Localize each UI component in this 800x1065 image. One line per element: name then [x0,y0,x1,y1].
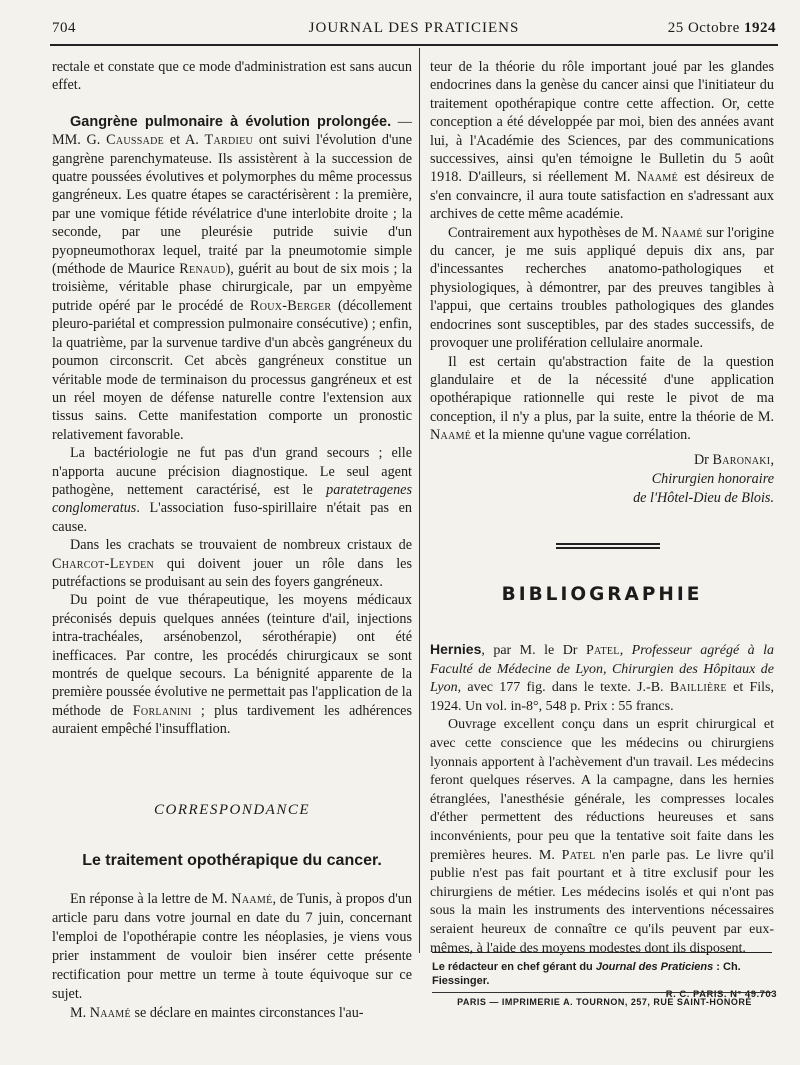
book-reference: Hernies, par M. le Dr Patel, Professeur agrégé à la Faculté de Médecine de Lyon, Chirurgien des Hôpitaux de Lyon, avec 177 fig. dans le texte. J.-B. Baillière et Fils, 1924. Un vol. in-8°, 548 p. Prix : 55 francs. [430,641,774,714]
footer-rule-2 [432,992,772,993]
bibliographie-heading: BIBLIOGRAPHIE [501,584,703,605]
letter-paragraph-1: En réponse à la lettre de M. Naamé, de Tunis, à propos d'un article paru dans votre journal en date du 7 juin, concernant l'emploi de l'opothérapie contre les néoplasies, je viens vous prier instamment de vouloir bien insérer cette présente rectification pour mettre un terme à toute équivoque sur ce sujet. [52,891,412,1002]
footer-rule [432,952,772,953]
gangrene-title: Gangrène pulmonaire à évolution prolongée. [70,113,392,130]
letter-paragraph-4: Il est certain qu'abstraction faite de la question glandulaire et de la nécessité d'une application opothérapique rationnelle qui reste le pivot de ma conception, il n'y a plus, par la suite, entre la théorie de M. Naamé et la mienne qu'une vague corrélation. [430,353,774,444]
letter-paragraph-2: M. Naamé se déclare en maintes circonstances l'au- [70,1005,364,1021]
printer-line: PARIS — IMPRIMERIE A. TOURNON, 257, RUE SAINT-HONORÉ [457,997,752,1007]
running-header [52,14,776,40]
section-ornament [556,543,660,553]
journal-title: JOURNAL DES PRATICIENS [308,20,520,36]
correspondance-body [52,890,412,1023]
correspondance-title: Le traitement opothérapique du cancer. [82,852,382,869]
issue-date: 25 Octobre 1924 [667,20,776,36]
page-number: 704 [52,20,76,36]
crachats-paragraph: Dans les crachats se trouvaient de nombreux cristaux de Charcot-Leyden qui doivent jouer un rôle dans les putréfactions se produisant au sein des foyers gangréneux. [52,537,412,590]
header-rule [50,44,778,46]
right-column [430,58,774,508]
correspondance-heading: CORRESPONDANCE [154,802,310,818]
registration-number: R. C. PARIS. N° 49.703 [665,989,777,1000]
signature: Dr Baronaki, Chirurgien honoraire de l'Hôtel-Dieu de Blois. [633,451,774,506]
gangrene-paragraph: Gangrène pulmonaire à évolution prolongée. — MM. G. Caussade et A. Tardieu ont suivi l'évolution d'une gangrène parenchymateuse. Ils assistèrent à la succession de quatre poussées évolutives et polymorphes du même processus gangréneux. Les quatre étapes se caractérisèrent : la première, par une vomique fétide révélatrice d'une interlobite droite ; la seconde, par une pleurésie putride suivie d'un pyopneumothorax lequel, traité par la pneumotomie simple (méthode de Maurice Renaud), guérit au bout de six mois ; la troisième, véritable phase chirurgicale, par un empyème putride opéré par le procédé de Roux-Berger (décollement pleuro-pariétal et compression pulmonaire consécutive) ; enfin, la quatrième, par la survenue tardive d'un abcès gangréneux du poumon circonscrit. Cet abcès gangréneux constitue un véritable mode de terminaison du processus gangréneux et est un réel moyen de défense naturelle contre l'extension aux tissus sains. Cette manifestation comporte un pronostic relativement favorable. [52,113,413,443]
letter-continuation: teur de la théorie du rôle important joué par les glandes endocrines dans la genèse du cancer ainsi que l'initiateur du traitement opothérapique contre cette affection. Or, cette conception a été développée par moi, bien des années avant lui, à l'Académie des Sciences, par des communications successives, ainsi qu'en témoigne le Bulletin du 5 août 1918. D'ailleurs, si réellement M. Naamé est désireux de s'en convaincre, il aura toute satisfaction en s'adressant aux archives de cette même académie. [430,59,774,223]
editor-line: Le rédacteur en chef gérant du Journal des Praticiens : Ch. Fiessinger. R. C. PARIS. N° 49.703 [432,961,777,1000]
bibliography-body [430,640,774,958]
therapy-paragraph: Du point de vue thérapeutique, les moyens médicaux préconisés depuis quelques années (teinture d'ail, injections intra-trachéales, arsénobenzol, sérothérapie) ont été inefficaces. Par contre, les procédés chirurgicaux se sont montrés de quelque secours. La bénignité apparente de la première poussée évolutive ne permettait pas l'application de la méthode de Forlanini ; plus tardivement les adhérences auraient empêché l'insufflation. [52,592,412,738]
column-separator [419,48,420,953]
intro-paragraph: rectale et constate que ce mode d'administration est sans aucun effet. [52,59,412,94]
left-column [52,58,412,739]
book-review: Ouvrage excellent conçu dans un esprit chirurgical et avec cette conscience que les médecins ou chirurgiens lyonnais apportent à l'achèvement d'un travail. Les médecins feront quelques réserves. A la campagne, dans les hernies étranglées, l'anesthésie générale, les compresses locales d'éther permettent des réductions heureuses et sans inconvénients, pour peu que la tentative soit faite dans les premières heures. M. Patel n'en parle pas. Le livre qu'il publie n'est pas fait pourtant et à titre exclusif pour les chirurgiens de métier. Les médecins isolés et qui n'ont pas sous la main les instruments des interventions nécessaires seraient heureux de connaître ce qu'ils peuvent par eux-mêmes, à l'aide des moyens modestes dont ils disposent. [430,717,774,956]
letter-paragraph-3: Contrairement aux hypothèses de M. Naamé sur l'origine du cancer, je me suis appliqué depuis dix ans, par d'incessantes recherches anatomo-pathologiques et physiologiques, à démontrer, par des preuves tangibles à l'appui, que certains troubles pathologiques des glandes endocrines sont susceptibles, par des stades successifs, de provoquer une prolifération cellulaire anormale. [430,224,775,352]
bacteriology-paragraph: La bactériologie ne fut pas d'un grand secours ; elle n'apporta aucune précision diagnostique. Le seul agent pathogène, nettement caractérisé, est le paratetragenes conglomeratus. L'association fuso-spirillaire n'était pas en cause. [52,445,412,535]
